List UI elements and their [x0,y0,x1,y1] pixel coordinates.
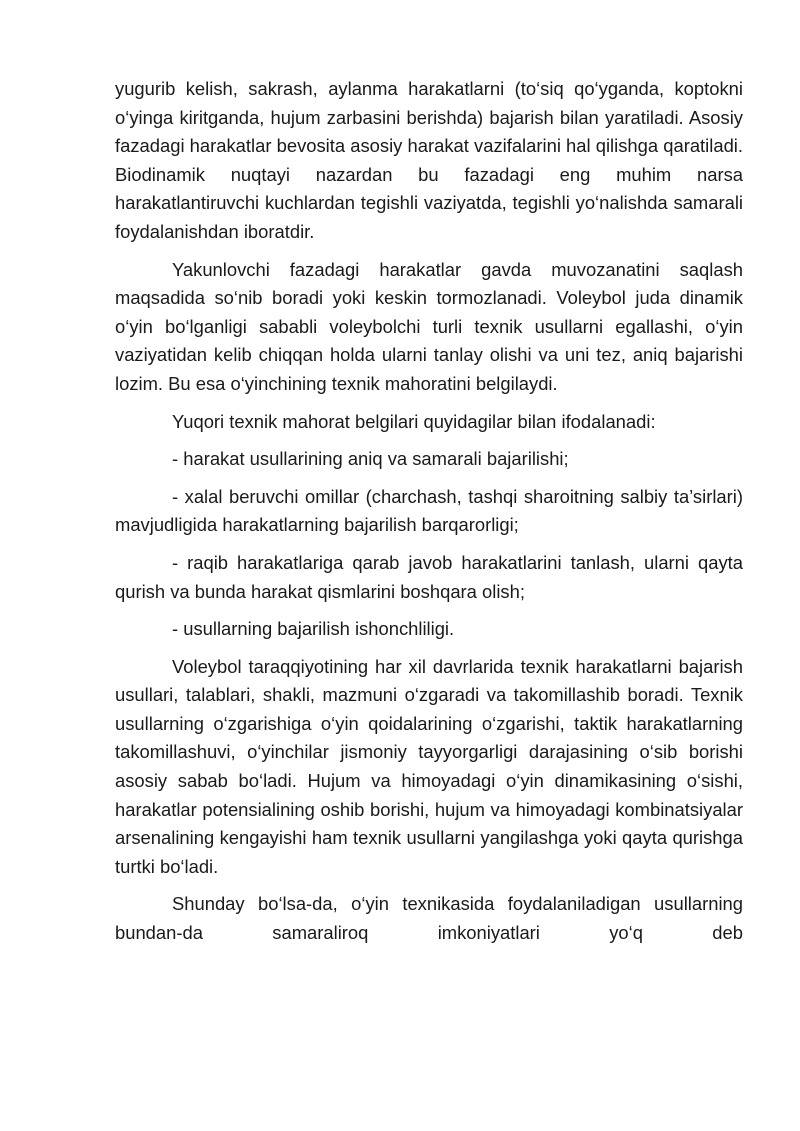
list-item-2: - xalal beruvchi omillar (charchash, tashqi sharoitning salbiy ta’sirlari) mavjudligida harakatlarning bajarilish barqarorligi; [115,485,743,536]
paragraph-1: yugurib kelish, sakrash, aylanma harakatlarni (to‘siq qo‘yganda, koptokni o‘yinga kiritganda, hujum zarbasini berishda) bajarish bilan yaratiladi. Asosiy fazadagi harakatlar bevosita asosiy harakat vazifalarini hal qilishga qaratiladi. Biodinamik nuqtayi nazardan bu fazadagi eng muhim narsa harakatlantiruvchi kuchlardan tegishli vaziyatda, tegishli yo‘nalishda samarali foydalanishdan iboratdir. [115,78,743,242]
document-page [115,75,743,957]
paragraph-3: Yuqori texnik mahorat belgilari quyidagilar bilan ifodalanadi: [172,410,656,432]
paragraph-4: Voleybol taraqqiyotining har xil davrlarida texnik harakatlarni bajarish usullari, talablari, shakli, mazmuni o‘zgaradi va takomillashib boradi. Texnik usullarning o‘zgarishiga o‘yin qoidalarining o‘zgarishi, taktik harakatlarning takomillashuvi, o‘yinchilar jismoniy tayyorgarligi darajasining o‘sib borishi asosiy sabab bo‘ladi. Hujum va himoyadagi o‘yin dinamikasining o‘sishi, harakatlar potensialining oshib borishi, hujum va himoyadagi kombinatsiyalar arsenalining kengayishi ham texnik usullarni yangilashga yoki qayta qurishga turtki bo‘ladi. [115,655,743,877]
paragraph-5: Shunday bo‘lsa-da, o‘yin texnikasida foydalaniladigan usullarning bundan-da samaraliroq imkoniyatlari yo‘q deb [115,893,743,944]
list-item-1: - harakat usullarining aniq va samarali bajarilishi; [172,448,569,470]
list-item-4: - usullarning bajarilish ishonchliligi. [172,618,455,640]
list-item-3: - raqib harakatlariga qarab javob harakatlarini tanlash, ularni qayta qurish va bunda harakat qismlarini boshqara olish; [115,551,743,602]
paragraph-2: Yakunlovchi fazadagi harakatlar gavda muvozanatini saqlash maqsadida so‘nib boradi yoki keskin tormozlanadi. Voleybol juda dinamik o‘yin bo‘lganligi sababli voleybolchi turli texnik usullarni egallashi, o‘yin vaziyatidan kelib chiqqan holda ularni tanlay olishi va uni tez, aniq bajarishi lozim. Bu esa o‘yinchining texnik mahoratini belgilaydi. [115,258,743,394]
